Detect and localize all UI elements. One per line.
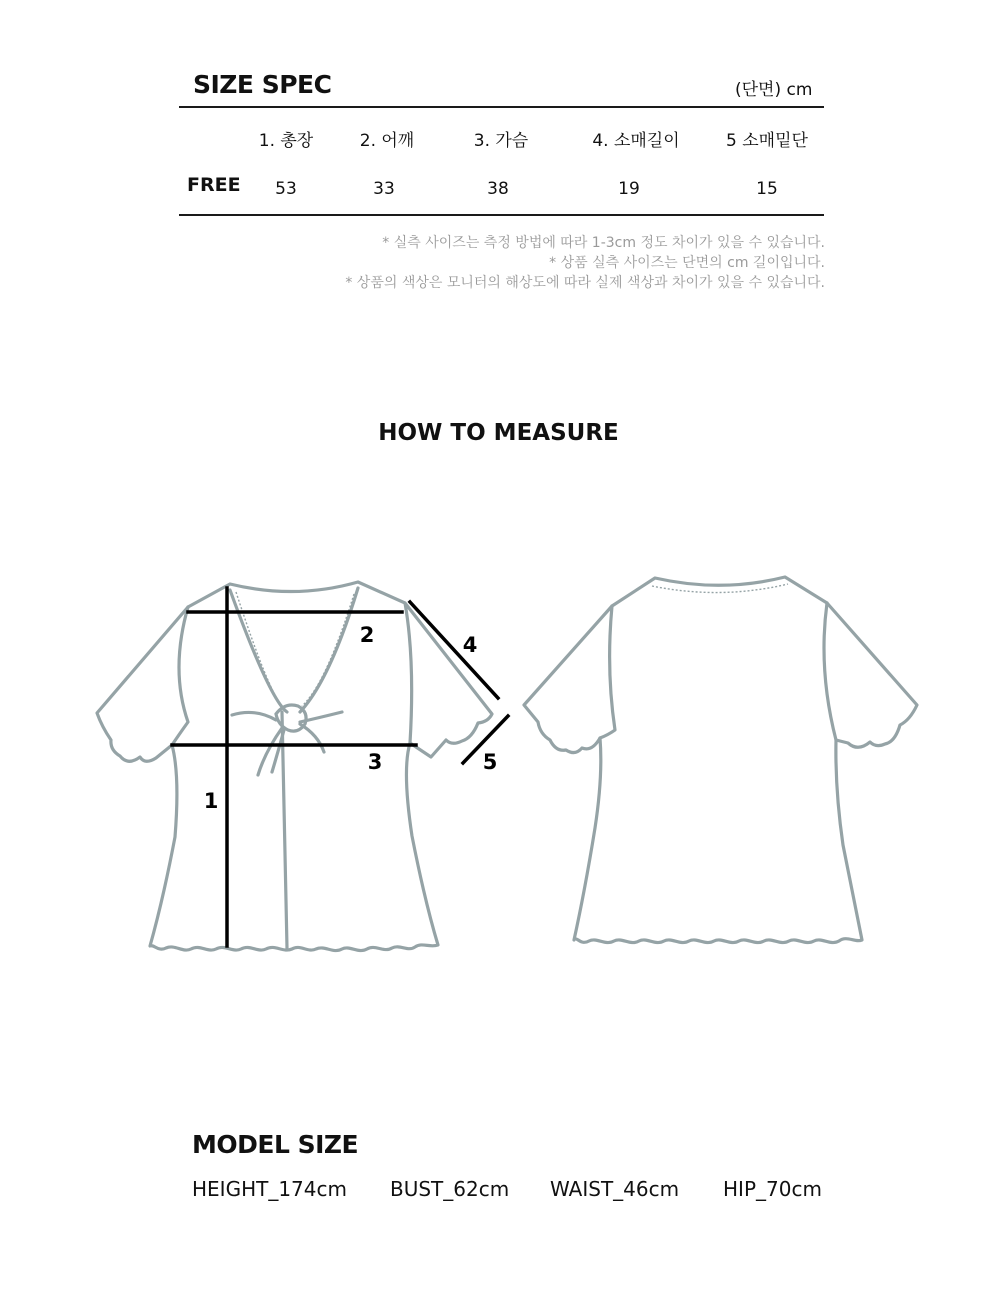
column-header-sleeve-length: 4. 소매길이 (592, 131, 680, 151)
label-sleeve-hem: 5 (482, 750, 498, 774)
label-shoulder: 2 (359, 623, 375, 647)
back-garment (524, 577, 917, 943)
value-sleeve-hem: 15 (756, 179, 778, 199)
label-length: 1 (203, 789, 219, 813)
note-line: * 실측 사이즈는 측정 방법에 따라 1-3cm 정도 차이가 있을 수 있습니다. (382, 235, 825, 251)
note-line: * 상품 실측 사이즈는 단면의 cm 길이입니다. (549, 255, 825, 271)
value-shoulder: 33 (373, 179, 395, 199)
model-bust: BUST_62cm (390, 1177, 510, 1201)
value-chest: 38 (487, 179, 509, 199)
column-header-sleeve-hem: 5 소매밑단 (726, 131, 808, 151)
size-spec-title: SIZE SPEC (193, 70, 332, 99)
table-bottom-rule (179, 214, 824, 216)
model-waist: WAIST_46cm (550, 1177, 680, 1201)
unit-label: (단면) cm (735, 80, 813, 100)
note-line: * 상품의 색상은 모니터의 해상도에 따라 실제 색상과 차이가 있을 수 있습니다. (345, 275, 825, 291)
size-row-label: FREE (187, 174, 241, 196)
value-length: 53 (275, 179, 297, 199)
value-sleeve-length: 19 (618, 179, 640, 199)
column-header-chest: 3. 가슴 (473, 131, 529, 151)
model-size-title: MODEL SIZE (192, 1130, 359, 1159)
label-sleeve-length: 4 (462, 633, 478, 657)
size-notes (125, 233, 825, 293)
label-chest: 3 (367, 750, 383, 774)
column-header-shoulder: 2. 어깨 (359, 131, 415, 151)
how-to-measure-title: HOW TO MEASURE (378, 420, 619, 446)
sleeve-length-measure-line (410, 602, 498, 698)
garment-diagram (0, 560, 1000, 980)
model-height: HEIGHT_174cm (192, 1177, 347, 1201)
front-garment (97, 582, 492, 951)
table-top-rule (179, 106, 824, 108)
column-header-length: 1. 총장 (258, 131, 314, 151)
model-hip: HIP_70cm (723, 1177, 822, 1201)
